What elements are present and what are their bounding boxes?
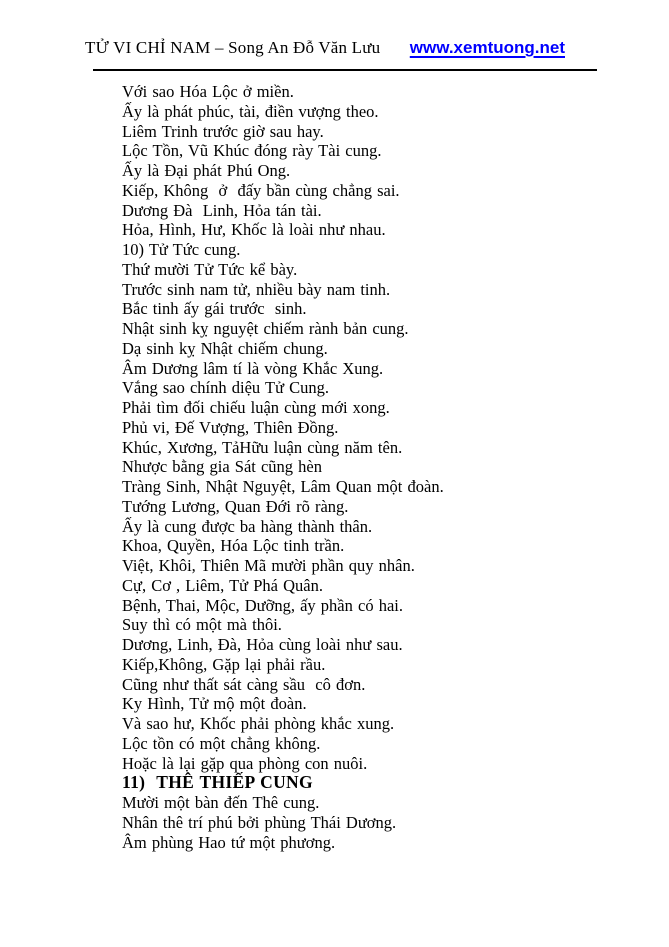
text-line: 10) Tử Tức cung. — [122, 240, 241, 259]
section-heading: 11) THÊ THIẾP CUNG — [122, 772, 313, 793]
text-line: Dương Đà Linh, Hỏa tán tài. — [122, 200, 322, 220]
text-line: Nhược bằng gia Sát cũng hèn — [122, 457, 322, 477]
text-line: Dạ sinh kỵ Nhật chiếm chung. — [122, 338, 328, 358]
text-line: Suy thì có một mà thôi. — [122, 615, 282, 635]
poem-lines — [122, 82, 639, 852]
text-line: Bắc tinh ấy gái trước sinh. — [122, 299, 307, 319]
text-line: Với sao Hóa Lộc ở miền. — [122, 82, 294, 101]
text-line: Hoặc là lại gặp qua phòng con nuôi. — [122, 753, 368, 773]
text-line: Vắng sao chính diệu Tử Cung. — [122, 378, 330, 398]
website-link[interactable]: www.xemtuong.net — [409, 38, 565, 57]
text-line: Mười một bàn đến Thê cung. — [122, 793, 320, 812]
text-line: Lộc tồn có một chẳng không. — [122, 733, 321, 753]
text-line: Liêm Trinh trước giờ sau hay. — [122, 121, 324, 141]
text-line: Khoa, Quyền, Hóa Lộc tinh trần. — [122, 536, 345, 556]
text-line: Phải tìm đối chiếu luận cùng mới xong. — [122, 398, 390, 417]
text-line: Thứ mười Tử Tức kể bày. — [122, 259, 298, 279]
text-line: Ấy là Đại phát Phú Ong. — [122, 161, 291, 180]
text-line: Tràng Sinh, Nhật Nguyệt, Lâm Quan một đoàn. — [122, 477, 444, 496]
text-line: Trước sinh nam tử, nhiều bày nam tinh. — [122, 279, 391, 299]
text-line: Bệnh, Thai, Mộc, Dưỡng, ấy phần có hai. — [122, 595, 403, 615]
text-line: Việt, Khôi, Thiên Mã mười phần quy nhân. — [122, 556, 415, 575]
text-line: Phủ vi, Đế Vượng, Thiên Đồng. — [122, 417, 339, 437]
text-line: Lộc Tồn, Vũ Khúc đóng rày Tài cung. — [122, 141, 382, 161]
text-line: Dương, Linh, Đà, Hỏa cùng loài như sau. — [122, 635, 403, 654]
document-title: TỬ VI CHỈ NAM – Song An Đỗ Văn Lưu — [85, 38, 381, 57]
page-header — [85, 38, 565, 58]
text-line: Nhân thê trí phú bởi phùng Thái Dương. — [122, 812, 397, 832]
text-line: Ấy là cung được ba hàng thành thân. — [122, 516, 373, 536]
text-line: Cự, Cơ , Liêm, Tử Phá Quân. — [122, 575, 323, 595]
text-line: Nhật sinh kỵ nguyệt chiếm rành bản cung. — [122, 319, 409, 338]
text-line: Hỏa, Hình, Hư, Khốc là loài như nhau. — [122, 220, 386, 240]
header-divider — [93, 69, 597, 71]
text-line: Âm phùng Hao tứ một phương. — [122, 832, 336, 852]
text-line: Và sao hư, Khốc phải phòng khắc xung. — [122, 714, 395, 733]
text-line: Tướng Lương, Quan Đới rõ ràng. — [122, 496, 349, 516]
text-line: Kiếp, Không ở đấy bần cùng chẳng sai. — [122, 180, 400, 200]
text-line: Ấy là phát phúc, tài, điền vượng theo. — [122, 101, 379, 121]
text-line: Âm Dương lâm tí là vòng Khắc Xung. — [122, 358, 384, 378]
text-line: Khúc, Xương, TảHữu luận cùng năm tên. — [122, 437, 403, 457]
text-line: Cũng như thất sát càng sầu cô đơn. — [122, 674, 366, 694]
text-line: Kiếp,Không, Gặp lại phải rầu. — [122, 654, 326, 674]
text-line: Ky Hình, Tử mộ một đoàn. — [122, 694, 307, 714]
